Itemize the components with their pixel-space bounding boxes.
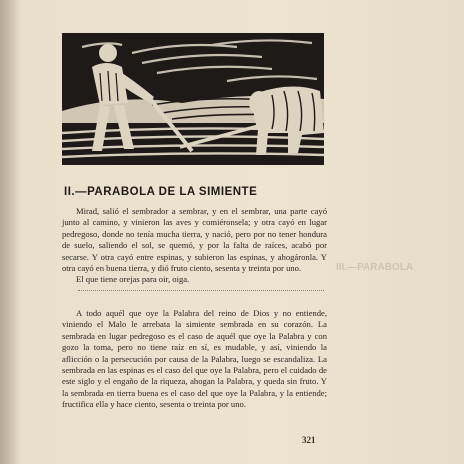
explanation-text	[62, 308, 327, 411]
explanation-paragraph: A todo aquél que oye la Palabra del reino de Dios y no entiende, viniendo el Malo le arrebata la simiente sembrada en su corazón. La sembrada en lugar pedregoso es el caso de aquél que oye la Palabra y con gozo la toma, pero no tiene raíz en sí, es mudable, y así, viniendo la aflicción o la persecución por causa de la Palabra, luego se escandaliza. La sembrada en las espinas es el caso del que oye la Palabra, pero el cuidado de este siglo y el engaño de la riqueza, ahogan la Palabra, y queda sin fruto. Y la sembrada en tierra buena es el caso del que oye la Palabra, y la entiende; fructifica ella y hace ciento, sesenta o treinta por uno.	[62, 308, 327, 410]
bleed-through-heading: III.—PARABOLA	[336, 262, 414, 273]
parable-closing-line: El que tiene orejas para oir, oiga.	[76, 274, 190, 285]
section-heading: II.—PARABOLA DE LA SIMIENTE	[64, 186, 258, 198]
page-number: 321	[302, 435, 316, 445]
woodcut-image	[62, 33, 324, 165]
spine-shadow	[0, 0, 22, 464]
parable-paragraph: Mirad, salió el sembrador a sembrar, y en el sembrar, una parte cayó junto al camino, y vinieron las aves y comiéronsela; y otra cayó en lugar pedregoso, donde no tenía mucha tierra, y nació, pero por no tener hondura de suelo, saliendo el sol, se quemó, y por la falta de raíces, acabó por secarse. Y otra cayó entre espinas, y subieron las espinas, y ahogáronla. Y otra cayó en buena tierra, y dió fruto ciento, sesenta y treinta por uno.	[62, 206, 327, 274]
dotted-divider	[78, 290, 324, 291]
woodcut-illustration-plowman-with-oxen	[62, 33, 324, 165]
parable-text	[62, 206, 327, 286]
